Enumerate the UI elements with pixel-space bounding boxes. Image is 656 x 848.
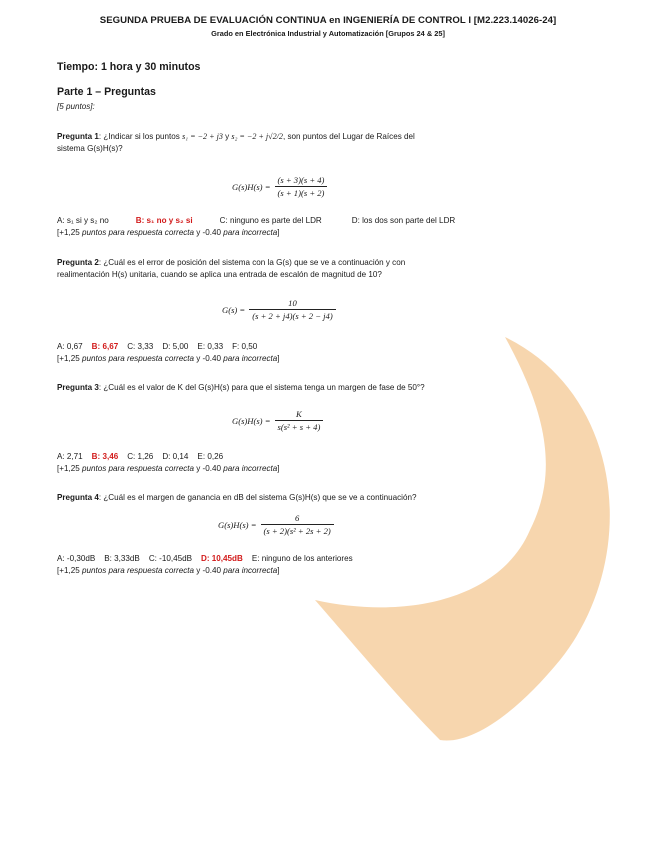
option-b: B: 3,33dB bbox=[104, 554, 140, 563]
question-4-equation bbox=[218, 513, 334, 536]
option-d: D: los dos son parte del LDR bbox=[351, 216, 456, 225]
question-2-line2: realimentación H(s) unitaria, cuando se aplica una entrada de escalón de magnitud de 10? bbox=[57, 270, 382, 279]
option-e: E: 0,26 bbox=[197, 452, 224, 461]
option-f: F: 0,50 bbox=[232, 342, 258, 351]
equation-lhs: G(s) = bbox=[222, 304, 246, 315]
option-a: A: -0,30dB bbox=[57, 554, 96, 563]
question-2-line1: Pregunta 2: ¿Cuál es el error de posición del sistema con la G(s) que se ve a continuación y con bbox=[57, 258, 406, 267]
question-1-label: Pregunta 1 bbox=[57, 132, 99, 141]
option-c: C: -10,45dB bbox=[148, 554, 193, 563]
equation-numerator: 10 bbox=[288, 298, 297, 308]
document-subtitle: Grado en Electrónica Industrial y Automatización [Grupos 24 & 25] bbox=[211, 29, 445, 38]
equation-denominator: (s + 2 + j4)(s + 2 − j4) bbox=[249, 309, 335, 321]
question-1-line1: Pregunta 1: ¿Indicar si los puntos s₁ = −2 + j3 y s₂ = −2 + j√2/2, son puntos del Lugar de Raíces del bbox=[57, 132, 415, 141]
question-3-label: Pregunta 3 bbox=[57, 383, 99, 392]
watermark-swoosh bbox=[315, 337, 610, 741]
equation-numerator: (s + 3)(s + 4) bbox=[277, 175, 325, 185]
option-b-correct: B: s₁ no y s₂ si bbox=[135, 216, 193, 225]
option-b-correct: B: 3,46 bbox=[91, 452, 119, 461]
equation-lhs: G(s)H(s) = bbox=[232, 181, 271, 192]
option-c: C: 3,33 bbox=[127, 342, 154, 351]
point-s2: s₂ = −2 + j√2/2 bbox=[231, 132, 283, 141]
option-e: E: 0,33 bbox=[197, 342, 224, 351]
document-title: SEGUNDA PRUEBA DE EVALUACIÓN CONTINUA en INGENIERÍA DE CONTROL I [M2.223.14026-24] bbox=[99, 15, 557, 26]
question-3-scoring: [+1,25 puntos para respuesta correcta y -0.40 para incorrecta] bbox=[57, 464, 280, 473]
question-1-scoring: [+1,25 puntos para respuesta correcta y -0.40 para incorrecta] bbox=[57, 228, 280, 237]
question-2-options bbox=[57, 341, 266, 352]
option-d-correct: D: 10,45dB bbox=[201, 554, 243, 563]
question-4-scoring: [+1,25 puntos para respuesta correcta y -0.40 para incorrecta] bbox=[57, 566, 280, 575]
option-d: D: 0,14 bbox=[162, 452, 189, 461]
option-a: A: 0,67 bbox=[57, 342, 83, 351]
question-1-line2: sistema G(s)H(s)? bbox=[57, 144, 123, 153]
option-c: C: 1,26 bbox=[127, 452, 154, 461]
option-c: C: ninguno es parte del LDR bbox=[219, 216, 322, 225]
question-3-options bbox=[57, 451, 232, 462]
time-limit: Tiempo: 1 hora y 30 minutos bbox=[57, 61, 201, 73]
question-4-line1: Pregunta 4: ¿Cuál es el margen de ganancia en dB del sistema G(s)H(s) que se ve a continuación? bbox=[57, 493, 417, 502]
equation-lhs: G(s)H(s) = bbox=[232, 415, 271, 426]
question-2-scoring: [+1,25 puntos para respuesta correcta y -0.40 para incorrecta] bbox=[57, 354, 280, 363]
question-3-line1: Pregunta 3: ¿Cuál es el valor de K del G(s)H(s) para que el sistema tenga un margen de fase de 50°? bbox=[57, 383, 425, 392]
question-4-label: Pregunta 4 bbox=[57, 493, 99, 502]
question-2-equation bbox=[222, 298, 336, 321]
point-s1: s₁ = −2 + j3 bbox=[182, 132, 223, 141]
equation-numerator: K bbox=[296, 409, 302, 419]
equation-lhs: G(s)H(s) = bbox=[218, 519, 257, 530]
question-1-options bbox=[57, 215, 464, 226]
part-title: Parte 1 – Preguntas bbox=[57, 86, 156, 98]
option-a: A: s₁ si y s₂ no bbox=[57, 216, 109, 225]
equation-denominator: (s + 1)(s + 2) bbox=[275, 186, 328, 198]
equation-numerator: 6 bbox=[294, 513, 300, 523]
option-d: D: 5,00 bbox=[162, 342, 189, 351]
question-1-equation bbox=[232, 175, 327, 198]
part-points: [5 puntos]: bbox=[57, 102, 95, 111]
option-b-correct: B: 6,67 bbox=[91, 342, 119, 351]
equation-denominator: (s + 2)(s² + 2s + 2) bbox=[261, 524, 334, 536]
equation-denominator: s(s² + s + 4) bbox=[275, 420, 324, 432]
option-e: E: ninguno de los anteriores bbox=[251, 554, 353, 563]
question-3-equation bbox=[232, 409, 323, 432]
question-2-label: Pregunta 2 bbox=[57, 258, 99, 267]
question-4-options bbox=[57, 553, 362, 564]
option-a: A: 2,71 bbox=[57, 452, 83, 461]
